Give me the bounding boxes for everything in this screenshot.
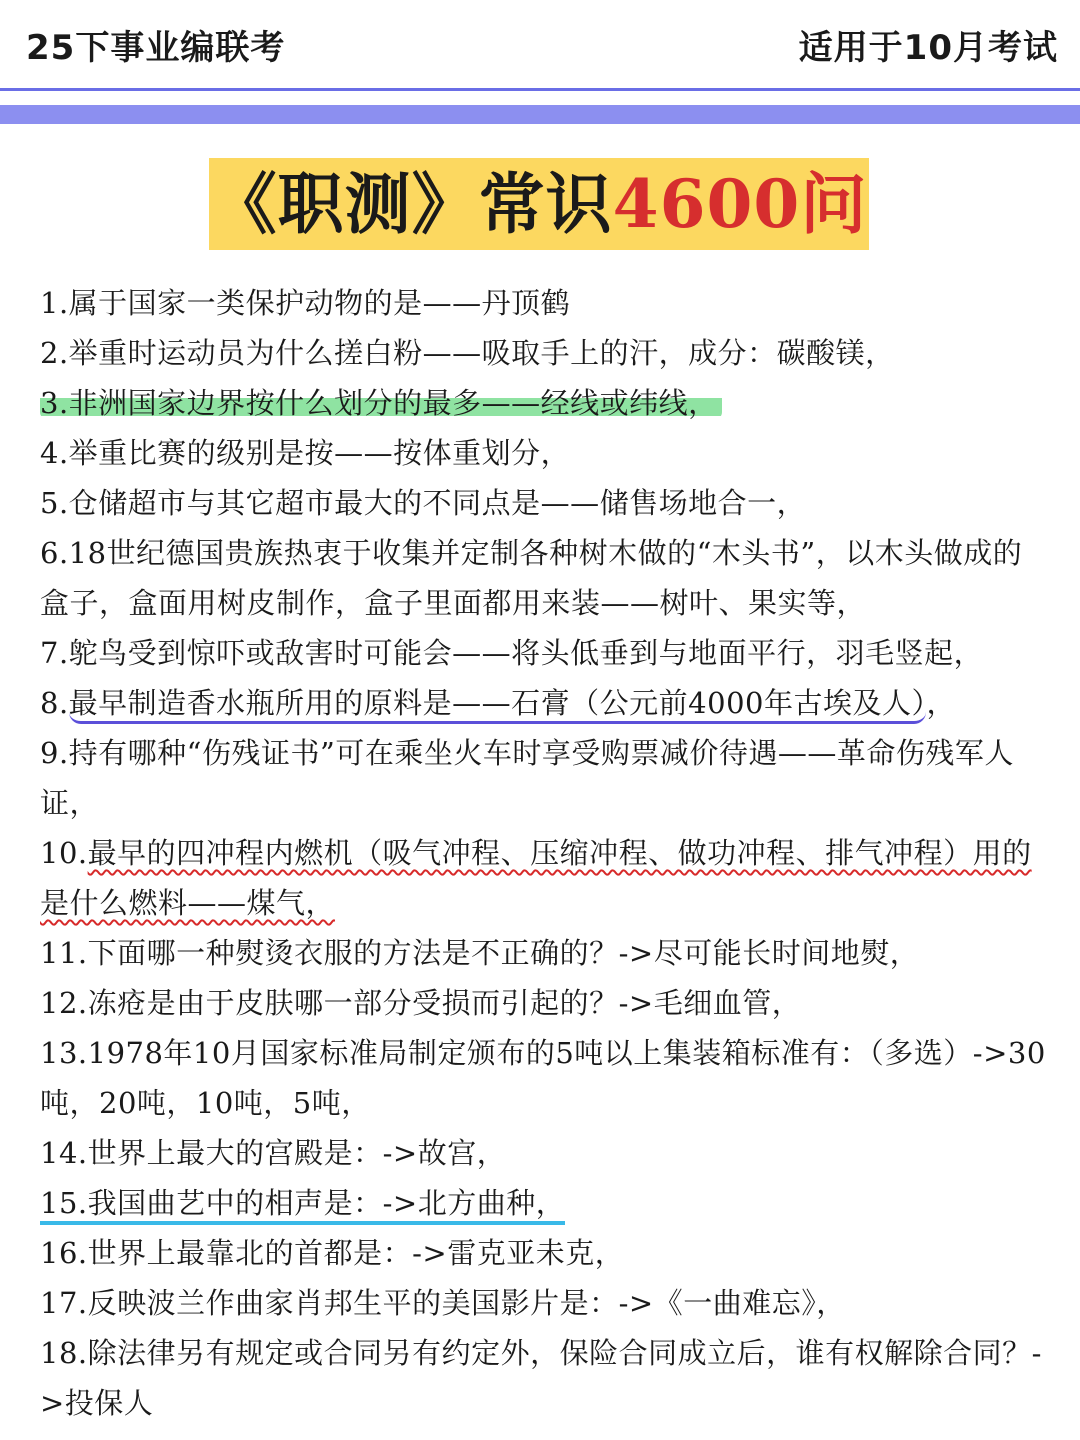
question-item-7: 7.鸵鸟受到惊吓或敌害时可能会——将头低垂到与地面平行，羽毛竖起， <box>40 636 984 670</box>
question-number: 8. <box>40 686 69 720</box>
title-main: 《职测》常识 <box>210 165 613 243</box>
header-divider-thin <box>0 88 1080 91</box>
question-list <box>40 278 1050 1428</box>
question-item-14: 14.世界上最大的宫殿是：->故宫， <box>40 1136 507 1170</box>
question-item-9: 9.持有哪种“伤残证书”可在乘坐火车时享受购票减价待遇——革命伤残军人证， <box>40 736 1014 820</box>
question-item-6: 6.18世纪德国贵族热衷于收集并定制各种树木做的“木头书”，以木头做成的盒子，盒面用树皮制作，盒子里面都用来装——树叶、果实等， <box>40 536 1023 620</box>
question-item-15 <box>40 1178 1050 1228</box>
question-item-1: 1.属于国家一类保护动物的是——丹顶鹤 <box>40 286 571 320</box>
header <box>0 0 1080 88</box>
question-item-11: 11.下面哪一种熨烫衣服的方法是不正确的？->尽可能长时间地熨， <box>40 936 920 970</box>
question-item-18: 18.除法律另有规定或合同另有约定外，保险合同成立后，谁有权解除合同？->投保人 <box>40 1336 1042 1420</box>
question-number: 10. <box>40 836 88 870</box>
green-highlight: 3.非洲国家边界按什么划分的最多——经线或纬线， <box>40 386 722 420</box>
question-item-8 <box>40 678 1050 728</box>
header-left-label: 25下事业编联考 <box>26 28 286 68</box>
question-item-10 <box>40 828 1050 928</box>
question-item-2: 2.举重时运动员为什么搓白粉——吸取手上的汗，成分：碳酸镁， <box>40 336 895 370</box>
question-item-12: 12.冻疮是由于皮肤哪一部分受损而引起的？->毛细血管， <box>40 986 802 1020</box>
question-item-3 <box>40 378 1050 428</box>
question-item-13: 13.1978年10月国家标准局制定颁布的5吨以上集装箱标准有：（多选）->30吨，20吨，10吨，5吨， <box>40 1036 1046 1120</box>
purple-underline: 最早制造香水瓶所用的原料是——石膏（公元前4000年古埃及人） <box>69 686 927 724</box>
question-item-17: 17.反映波兰作曲家肖邦生平的美国影片是：->《一曲难忘》， <box>40 1286 846 1320</box>
blue-underline: 15.我国曲艺中的相声是：->北方曲种， <box>40 1186 565 1225</box>
question-item-5: 5.仓储超市与其它超市最大的不同点是——储售场地合一， <box>40 486 807 520</box>
question-item-4: 4.举重比赛的级别是按——按体重划分， <box>40 436 571 470</box>
header-right-label: 适用于10月考试 <box>798 28 1058 68</box>
header-divider-thick <box>0 105 1080 124</box>
page-title <box>209 160 869 252</box>
title-highlight: 4600问 <box>612 165 868 243</box>
question-tail: ， <box>926 686 956 720</box>
question-item-16: 16.世界上最靠北的首都是：->雷克亚未克， <box>40 1236 625 1270</box>
red-wavy-underline: 最早的四冲程内燃机（吸气冲程、压缩冲程、做功冲程、排气冲程）用的是什么燃料——煤气， <box>40 836 1032 920</box>
